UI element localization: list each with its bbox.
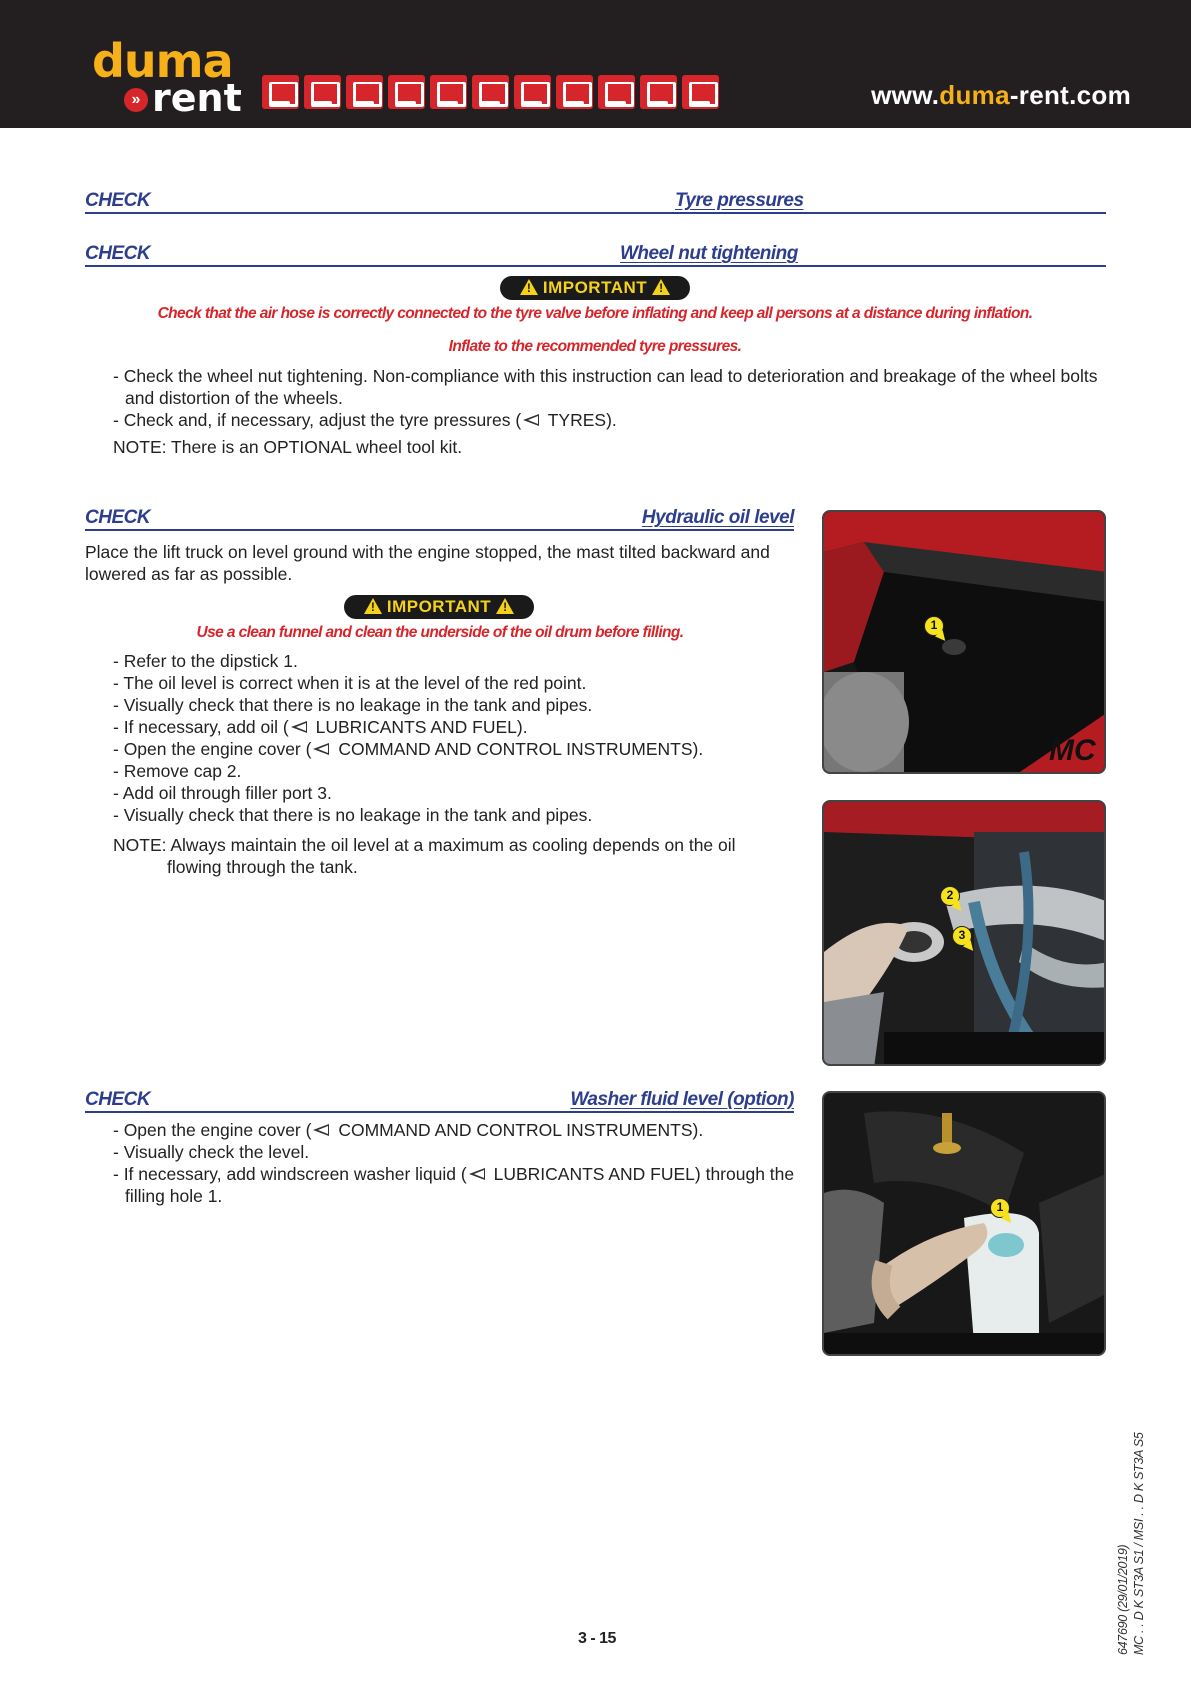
list-item: - Refer to the dipstick 1. bbox=[113, 651, 298, 671]
list-item: - The oil level is correct when it is at the level of the red point. bbox=[113, 673, 587, 693]
backhoe-loader-icon bbox=[262, 75, 299, 109]
list-item: - Open the engine cover ( COMMAND AND CONTROL INSTRUMENTS). bbox=[113, 1120, 704, 1140]
important-label: IMPORTANT bbox=[542, 278, 648, 297]
pallet-truck-icon bbox=[388, 75, 425, 109]
warning-text: Check that the air hose is correctly connected to the tyre valve before inflating and keep all persons at a distance during inflation. bbox=[157, 305, 1033, 322]
section-header-tyre-pressures bbox=[85, 188, 1106, 214]
intro-text: Place the lift truck on level ground with the engine stopped, the mast tilted backward and lowered as far as possible. bbox=[85, 542, 770, 584]
section-header-washer-fluid bbox=[85, 1087, 794, 1113]
section-label: CHECK bbox=[85, 190, 151, 211]
logo-rent-text: rent bbox=[152, 76, 242, 120]
section-title: Tyre pressures bbox=[675, 190, 804, 211]
note-text: NOTE: Always maintain the oil level at a maximum as cooling depends on the oil flowing through the tank. bbox=[113, 835, 736, 877]
section-header-wheel-nut bbox=[85, 241, 1106, 267]
website-prefix: www. bbox=[871, 80, 940, 110]
section-label: CHECK bbox=[85, 243, 151, 264]
section-label: CHECK bbox=[85, 507, 151, 528]
wheel-loader-icon bbox=[430, 75, 467, 109]
callout-badge: 1 bbox=[924, 616, 944, 636]
warning-icon bbox=[652, 279, 670, 295]
list-item: - Visually check that there is no leakage in the tank and pipes. bbox=[113, 695, 593, 715]
warning-text: Inflate to the recommended tyre pressures. bbox=[448, 338, 742, 355]
callout-badge: 1 bbox=[990, 1198, 1010, 1218]
logo-duma-text: duma bbox=[92, 34, 233, 88]
wheel-nut-instructions bbox=[113, 365, 1108, 431]
washer-reservoir-photo bbox=[822, 1091, 1106, 1356]
important-badge bbox=[344, 595, 534, 619]
list-item: - Add oil through filler port 3. bbox=[113, 783, 332, 803]
reference-arrow-icon bbox=[311, 1123, 333, 1137]
list-item: - Remove cap 2. bbox=[113, 761, 242, 781]
hydraulic-instructions bbox=[113, 650, 803, 826]
warning-text: Use a clean funnel and clean the underside of the oil drum before filling. bbox=[196, 624, 684, 641]
website-highlight: duma bbox=[939, 80, 1010, 110]
header-bar bbox=[0, 0, 1191, 128]
duma-rent-logo[interactable] bbox=[92, 36, 242, 118]
section-title: Washer fluid level (option) bbox=[570, 1089, 794, 1110]
website-suffix: -rent.com bbox=[1009, 80, 1131, 110]
important-label: IMPORTANT bbox=[386, 597, 492, 616]
important-badge bbox=[500, 276, 690, 300]
warning-icon bbox=[364, 598, 382, 614]
list-item: - If necessary, add oil ( LUBRICANTS AND FUEL). bbox=[113, 717, 528, 737]
trailer-icon bbox=[682, 75, 719, 109]
callout-badge: 3 bbox=[952, 926, 972, 946]
list-item: - Check the wheel nut tightening. Non-compliance with this instruction can lead to deterioration and breakage of the wheel bolts and distortion of the wheels. bbox=[113, 366, 1098, 408]
list-item: - Check and, if necessary, adjust the tyre pressures ( TYRES). bbox=[113, 410, 617, 430]
note-text: NOTE: There is an OPTIONAL wheel tool kit. bbox=[113, 437, 463, 457]
reference-arrow-icon bbox=[521, 413, 543, 427]
reference-arrow-icon bbox=[311, 742, 333, 756]
section-title: Wheel nut tightening bbox=[620, 243, 798, 264]
telehandler-icon bbox=[598, 75, 635, 109]
warning-icon bbox=[496, 598, 514, 614]
section-title: Hydraulic oil level bbox=[641, 507, 794, 528]
list-item: - If necessary, add windscreen washer liquid ( LUBRICANTS AND FUEL) through the filling hole 1. bbox=[113, 1164, 795, 1206]
filler-port-photo bbox=[822, 800, 1106, 1066]
warning-icon bbox=[520, 279, 538, 295]
boom-lift-icon bbox=[640, 75, 677, 109]
svg-text:MC: MC bbox=[1049, 734, 1096, 767]
list-item: - Open the engine cover ( COMMAND AND CONTROL INSTRUMENTS). bbox=[113, 739, 704, 759]
reference-arrow-icon bbox=[289, 720, 311, 734]
reference-arrow-icon bbox=[467, 1167, 489, 1181]
section-header-hydraulic-oil bbox=[85, 505, 794, 531]
list-item: - Visually check that there is no leakage in the tank and pipes. bbox=[113, 805, 593, 825]
section-label: CHECK bbox=[85, 1089, 151, 1110]
truck-crane-icon bbox=[514, 75, 551, 109]
dipstick-photo bbox=[822, 510, 1106, 774]
logo-arrow-icon: » bbox=[124, 88, 148, 112]
skid-steer-icon bbox=[472, 75, 509, 109]
forklift-icon bbox=[304, 75, 341, 109]
callout-badge: 2 bbox=[940, 886, 960, 906]
page-number: 3 - 15 bbox=[578, 1630, 616, 1647]
washer-instructions bbox=[113, 1119, 803, 1207]
document-reference: 647690 (29/01/2019) MC . . D K ST3A S1 / MSI . . D K ST3A S5 bbox=[1116, 1432, 1146, 1655]
website-link[interactable] bbox=[871, 80, 1131, 111]
machine-icons-strip bbox=[262, 75, 722, 111]
dipstick-photo-image bbox=[824, 512, 1106, 774]
excavator-icon bbox=[556, 75, 593, 109]
scissor-lift-icon bbox=[346, 75, 383, 109]
washer-reservoir-photo-image bbox=[824, 1093, 1106, 1356]
list-item: - Visually check the level. bbox=[113, 1142, 310, 1162]
